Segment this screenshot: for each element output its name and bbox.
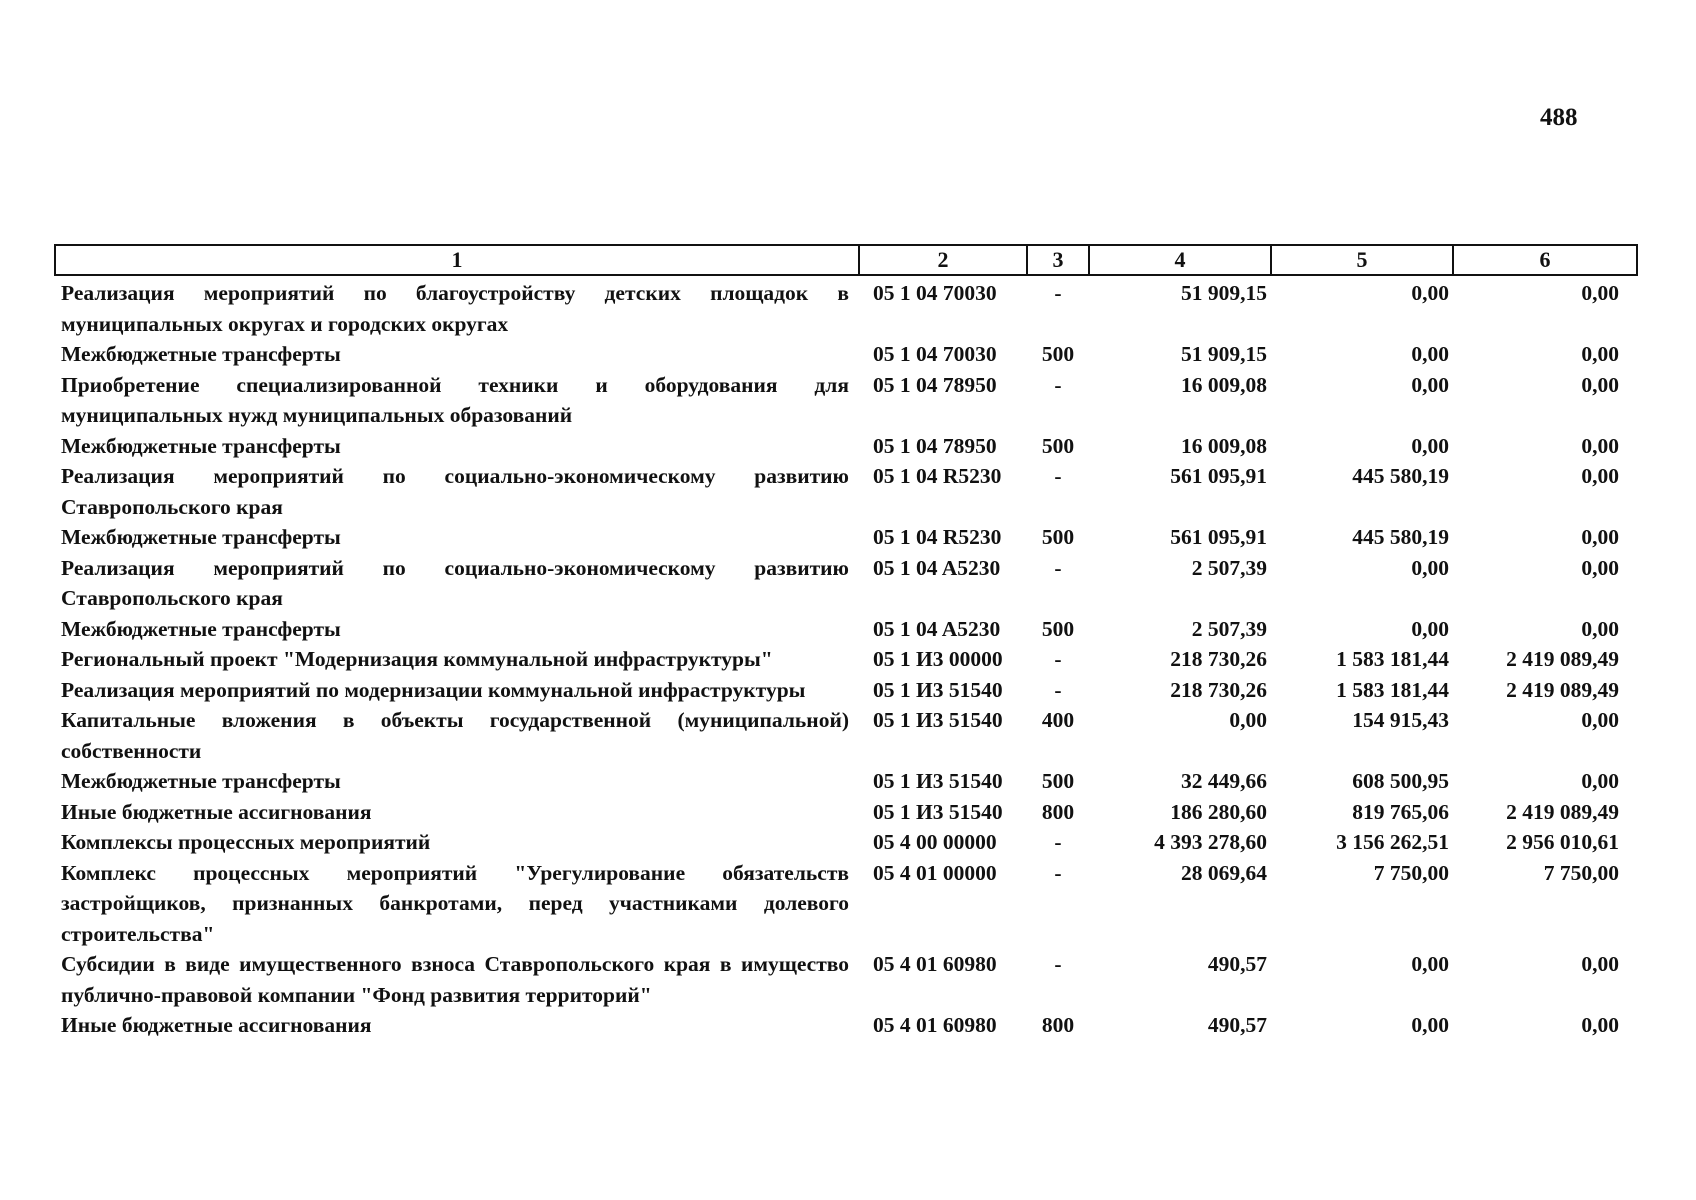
row-value-4: 218 730,26 [1170,677,1267,702]
row-expense-type: 800 [1041,1013,1075,1037]
table-body [55,275,1637,1041]
row-value-6: 0,00 [1581,708,1619,732]
table-row [55,553,1637,614]
row-value-5: 154 915,43 [1352,708,1449,732]
row-value-6: 0,00 [1581,555,1619,580]
row-value-5: 0,00 [1411,372,1449,397]
row-value-5: 3 156 262,51 [1336,830,1449,854]
row-value-4: 4 393 278,60 [1154,830,1267,854]
row-value-4: 2 507,39 [1191,555,1267,580]
row-value-5: 0,00 [1411,281,1449,305]
table-row [55,644,1637,675]
header-cell-6: 6 [1453,245,1637,275]
table-row [55,461,1637,522]
row-value-5: 445 580,19 [1352,464,1449,488]
row-value-6: 0,00 [1581,433,1619,458]
table-row [55,705,1637,766]
row-value-6: 2 419 089,49 [1506,647,1619,671]
row-value-6: 0,00 [1581,616,1619,641]
row-code: 05 4 01 00000 [873,860,997,885]
row-name: Межбюджетные трансферты [61,342,341,366]
budget-table [54,244,1638,1041]
row-expense-type: 500 [1041,769,1075,793]
row-expense-type: 800 [1041,799,1075,824]
row-name: Субсидии в виде имущественного взноса Ставропольского края в имущество публично-правовой компании "Фонд развития территорий" [61,952,849,1007]
row-value-5: 445 580,19 [1352,525,1449,549]
row-value-5: 0,00 [1411,616,1449,641]
table-row [55,370,1637,431]
row-value-6: 2 956 010,61 [1506,830,1619,854]
row-value-6: 0,00 [1581,769,1619,793]
row-expense-type: - [1054,372,1062,397]
row-value-5: 0,00 [1411,555,1449,580]
row-value-5: 0,00 [1411,1013,1449,1037]
row-value-6: 0,00 [1581,372,1619,397]
row-name: Межбюджетные трансферты [61,616,341,641]
row-code: 05 1 04 R5230 [873,525,1002,549]
row-code: 05 1 04 70030 [873,281,997,305]
row-expense-type: - [1054,464,1062,488]
header-cell-4: 4 [1089,245,1271,275]
row-expense-type: - [1054,860,1062,885]
table-row [55,675,1637,706]
row-code: 05 4 00 00000 [873,830,997,854]
row-expense-type: 500 [1041,433,1075,458]
row-value-4: 32 449,66 [1181,769,1267,793]
table-row [55,431,1637,462]
table-row [55,339,1637,370]
row-name: Иные бюджетные ассигнования [61,799,372,824]
row-name: Реализация мероприятий по социально-экономическому развитию Ставропольского края [61,555,849,610]
header-cell-2: 2 [859,245,1027,275]
row-name: Капитальные вложения в объекты государственной (муниципальной) собственности [61,708,849,763]
row-value-4: 51 909,15 [1181,342,1267,366]
row-code: 05 1 И3 51540 [873,799,1003,824]
header-cell-1: 1 [55,245,859,275]
row-value-5: 0,00 [1411,342,1449,366]
row-value-6: 7 750,00 [1543,860,1619,885]
table-row [55,797,1637,828]
row-code: 05 4 01 60980 [873,1013,997,1037]
row-value-4: 561 095,91 [1170,464,1267,488]
row-code: 05 1 04 R5230 [873,464,1002,488]
row-code: 05 4 01 60980 [873,952,997,976]
row-expense-type: - [1054,647,1062,671]
row-name: Региональный проект "Модернизация коммунальной инфраструктуры" [61,647,773,671]
row-value-4: 0,00 [1229,708,1267,732]
table-row [55,275,1637,339]
row-name: Межбюджетные трансферты [61,433,341,458]
table-row [55,1010,1637,1041]
row-code: 05 1 И3 51540 [873,677,1003,702]
row-value-4: 490,57 [1207,952,1267,976]
row-value-4: 2 507,39 [1191,616,1267,641]
row-expense-type: - [1054,281,1062,305]
row-value-6: 0,00 [1581,525,1619,549]
row-code: 05 1 И3 00000 [873,647,1003,671]
row-value-6: 2 419 089,49 [1506,799,1619,824]
row-expense-type: 500 [1041,525,1075,549]
row-value-4: 218 730,26 [1170,647,1267,671]
row-name: Межбюджетные трансферты [61,525,341,549]
row-value-6: 0,00 [1581,1013,1619,1037]
row-name: Иные бюджетные ассигнования [61,1013,372,1037]
table-row [55,766,1637,797]
row-code: 05 1 И3 51540 [873,769,1003,793]
row-name: Реализация мероприятий по модернизации коммунальной инфраструктуры [61,677,806,702]
row-code: 05 1 04 70030 [873,342,997,366]
row-value-4: 28 069,64 [1181,860,1267,885]
row-value-5: 1 583 181,44 [1336,647,1449,671]
header-row [55,245,1637,275]
row-value-6: 0,00 [1581,952,1619,976]
row-value-6: 0,00 [1581,342,1619,366]
row-value-5: 608 500,95 [1352,769,1449,793]
row-value-4: 186 280,60 [1170,799,1267,824]
row-name: Комплексы процессных мероприятий [61,830,431,854]
row-code: 05 1 04 A5230 [873,616,1001,641]
row-expense-type: - [1054,952,1062,976]
row-name: Приобретение специализированной техники и оборудования для муниципальных нужд муниципальных образований [61,372,849,427]
row-expense-type: - [1054,677,1062,702]
row-value-5: 1 583 181,44 [1336,677,1449,702]
row-value-5: 819 765,06 [1352,799,1449,824]
row-name: Реализация мероприятий по социально-экономическому развитию Ставропольского края [61,464,849,519]
page-number: 488 [1540,104,1578,131]
table-row [55,858,1637,950]
row-expense-type: - [1054,555,1062,580]
row-name: Комплекс процессных мероприятий "Урегулирование обязательств застройщиков, признанных банкротами, перед участниками долевого строительства" [61,860,849,946]
table-row [55,827,1637,858]
row-value-4: 16 009,08 [1181,433,1267,458]
row-value-4: 16 009,08 [1181,372,1267,397]
row-value-5: 0,00 [1411,952,1449,976]
row-value-6: 0,00 [1581,281,1619,305]
row-code: 05 1 04 78950 [873,372,997,397]
row-name: Межбюджетные трансферты [61,769,341,793]
table-row [55,614,1637,645]
row-expense-type: 500 [1041,342,1075,366]
row-expense-type: - [1054,830,1062,854]
row-value-6: 0,00 [1581,464,1619,488]
row-value-6: 2 419 089,49 [1506,677,1619,702]
row-code: 05 1 04 78950 [873,433,997,458]
row-value-4: 561 095,91 [1170,525,1267,549]
row-expense-type: 400 [1041,708,1075,732]
row-expense-type: 500 [1041,616,1075,641]
table-row [55,522,1637,553]
row-value-5: 7 750,00 [1373,860,1449,885]
row-value-4: 51 909,15 [1181,281,1267,305]
header-cell-5: 5 [1271,245,1453,275]
row-name: Реализация мероприятий по благоустройству детских площадок в муниципальных округах и городских округах [61,281,849,336]
row-value-5: 0,00 [1411,433,1449,458]
row-code: 05 1 И3 51540 [873,708,1003,732]
row-value-4: 490,57 [1207,1013,1267,1037]
table-row [55,949,1637,1010]
row-code: 05 1 04 A5230 [873,555,1001,580]
header-cell-3: 3 [1027,245,1089,275]
